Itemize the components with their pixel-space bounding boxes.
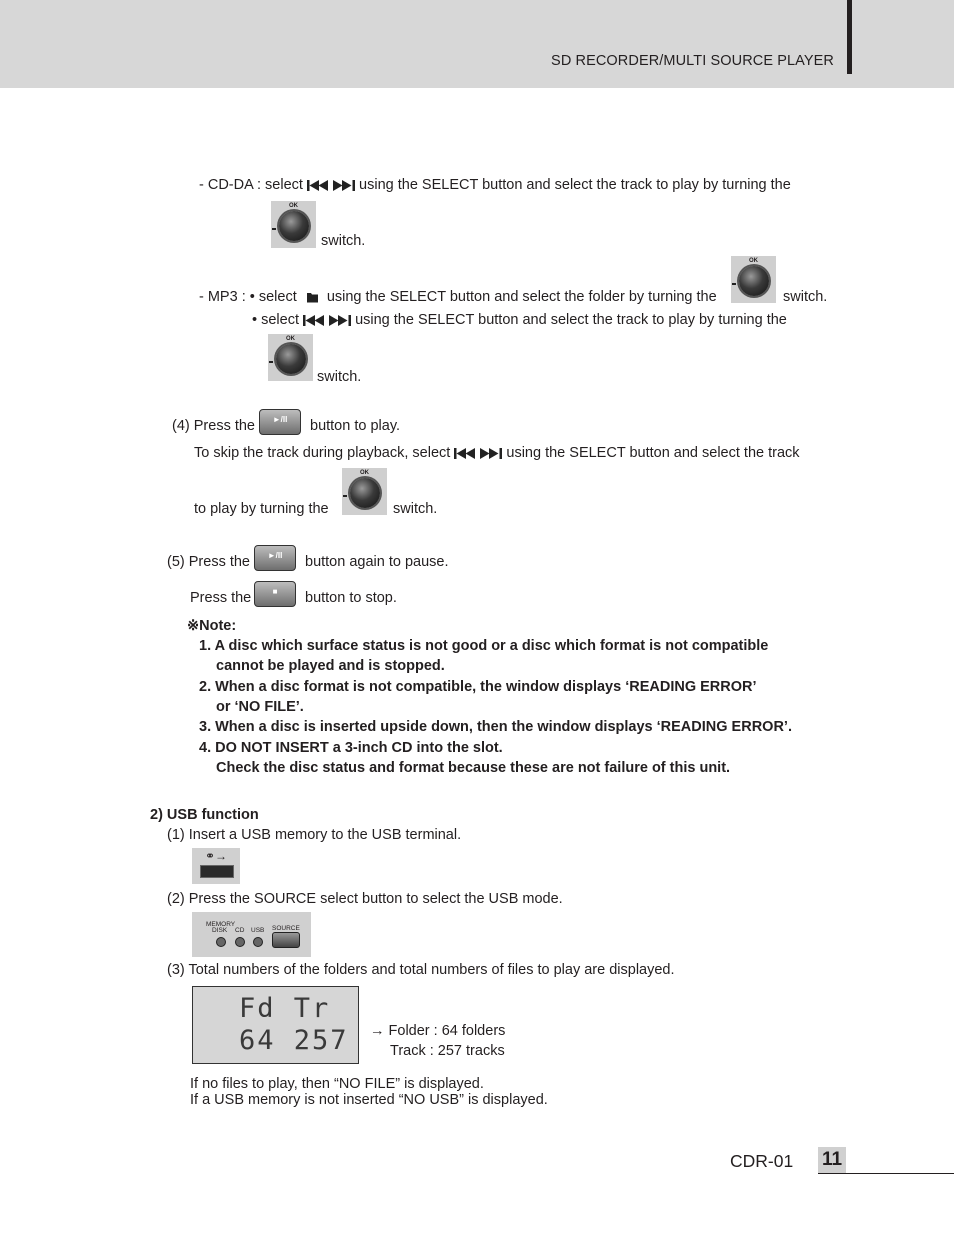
step5-c: Press the: [190, 590, 252, 606]
usb-step-1: (1) Insert a USB memory to the USB terminal.: [167, 827, 462, 843]
source-panel-icon: [192, 912, 311, 957]
step5-b: button again to pause.: [305, 554, 449, 570]
note-line-5: 3. When a disc is inserted upside down, then the window displays ‘READING ERROR’.: [199, 719, 792, 735]
panel-memory-label: MEMORY: [206, 921, 236, 928]
cdda-switch: switch.: [321, 233, 366, 249]
footer-line: [818, 1173, 954, 1174]
note-title: ※Note:: [187, 618, 237, 634]
step4-skip-d: switch.: [393, 501, 438, 517]
panel-source-label: SOURCE: [272, 925, 300, 932]
cdda-text: using the SELECT button and select the track to play by turning the: [359, 177, 791, 193]
mp3-prefix-2: • select: [252, 312, 299, 328]
knob-ok-label: OK: [749, 258, 758, 264]
usb-heading: 2) USB function: [150, 807, 259, 823]
play-pause-button-icon: [259, 409, 301, 435]
note-line-7: Check the disc status and format because these are not failure of this unit.: [216, 760, 731, 776]
lcd-row-2: 64 257: [239, 1025, 349, 1056]
next-track-icon: [480, 448, 502, 459]
step5-d: button to stop.: [305, 590, 397, 606]
play-pause-button-icon: [254, 545, 296, 571]
usb-port-icon: ⚭→: [192, 848, 240, 884]
no-file-text: If no files to play, then “NO FILE” is displayed.: [190, 1076, 484, 1092]
stop-button-icon: [254, 581, 296, 607]
step4-skip-line: [194, 444, 800, 462]
mp3-text-2: using the SELECT button and select the track to play by turning the: [355, 312, 787, 328]
prev-track-icon: [307, 180, 329, 191]
note-line-6: 4. DO NOT INSERT a 3-inch CD into the slot.: [199, 740, 503, 756]
panel-usb-label: USB: [251, 927, 265, 934]
cd-led-icon: [235, 937, 245, 947]
panel-cd-label: CD: [235, 927, 245, 934]
lcd-row-1: Fd Tr: [239, 993, 331, 1024]
panel-disk-label: DISK: [212, 927, 228, 934]
note-line-1: 1. A disc which surface status is not good or a disc which format is not compatible: [199, 638, 769, 654]
knob-ok-label: OK: [286, 336, 295, 342]
page-header: [0, 0, 954, 88]
header-bar: [847, 0, 852, 74]
note-line-4: or ‘NO FILE’.: [216, 699, 304, 715]
next-track-icon: [333, 180, 355, 191]
note-line-2: cannot be played and is stopped.: [216, 658, 445, 674]
header-title: SD RECORDER/MULTI SOURCE PLAYER: [551, 53, 834, 69]
knob-ok-label: OK: [289, 203, 298, 209]
source-button-icon: [272, 932, 300, 948]
step4-b: button to play.: [310, 418, 401, 434]
mp3-text-1: using the SELECT button and select the folder by turning the: [326, 289, 717, 305]
prev-track-icon: [454, 448, 476, 459]
step4-skip-b: using the SELECT button and select the track: [506, 445, 800, 461]
lcd-display: [192, 986, 359, 1064]
mp3-prefix: - MP3 : • select: [199, 289, 297, 305]
usb-step-3: (3) Total numbers of the folders and total numbers of files to play are displayed.: [167, 962, 675, 978]
ok-knob-icon: [342, 468, 387, 515]
mp3-switch-1: switch.: [783, 289, 828, 305]
mp3-line-2: [252, 311, 787, 329]
ok-knob-icon: [268, 334, 313, 381]
usb-led-icon: [253, 937, 263, 947]
play-pause-label: ►/II: [267, 551, 283, 560]
step5-a: (5) Press the: [167, 554, 250, 570]
step4-a: (4) Press the: [172, 418, 255, 434]
memory-led-icon: [216, 937, 226, 947]
step4-skip-c: to play by turning the: [194, 501, 329, 517]
model-name: CDR-01: [730, 1151, 794, 1171]
folder-desc: → Folder : 64 folders: [370, 1023, 506, 1039]
page-number: 11: [818, 1147, 846, 1173]
folder-icon: [301, 292, 323, 303]
next-track-icon: [329, 315, 351, 326]
step4-skip-a: To skip the track during playback, select: [194, 445, 451, 461]
no-usb-text: If a USB memory is not inserted “NO USB” is displayed.: [190, 1092, 548, 1108]
ok-knob-icon: [731, 256, 776, 303]
cdda-line: [199, 176, 791, 194]
ok-knob-icon: [271, 201, 316, 248]
mp3-switch-2: switch.: [317, 369, 362, 385]
play-pause-label: ►/II: [272, 415, 288, 424]
prev-track-icon: [303, 315, 325, 326]
stop-label: ■: [272, 587, 278, 596]
note-line-3: 2. When a disc format is not compatible, the window displays ‘READING ERROR’: [199, 679, 757, 695]
track-desc: Track : 257 tracks: [390, 1043, 505, 1059]
usb-step-2: (2) Press the SOURCE select button to select the USB mode.: [167, 891, 563, 907]
cdda-prefix: - CD-DA : select: [199, 177, 303, 193]
mp3-line-1: [199, 288, 717, 306]
knob-ok-label: OK: [360, 470, 369, 476]
